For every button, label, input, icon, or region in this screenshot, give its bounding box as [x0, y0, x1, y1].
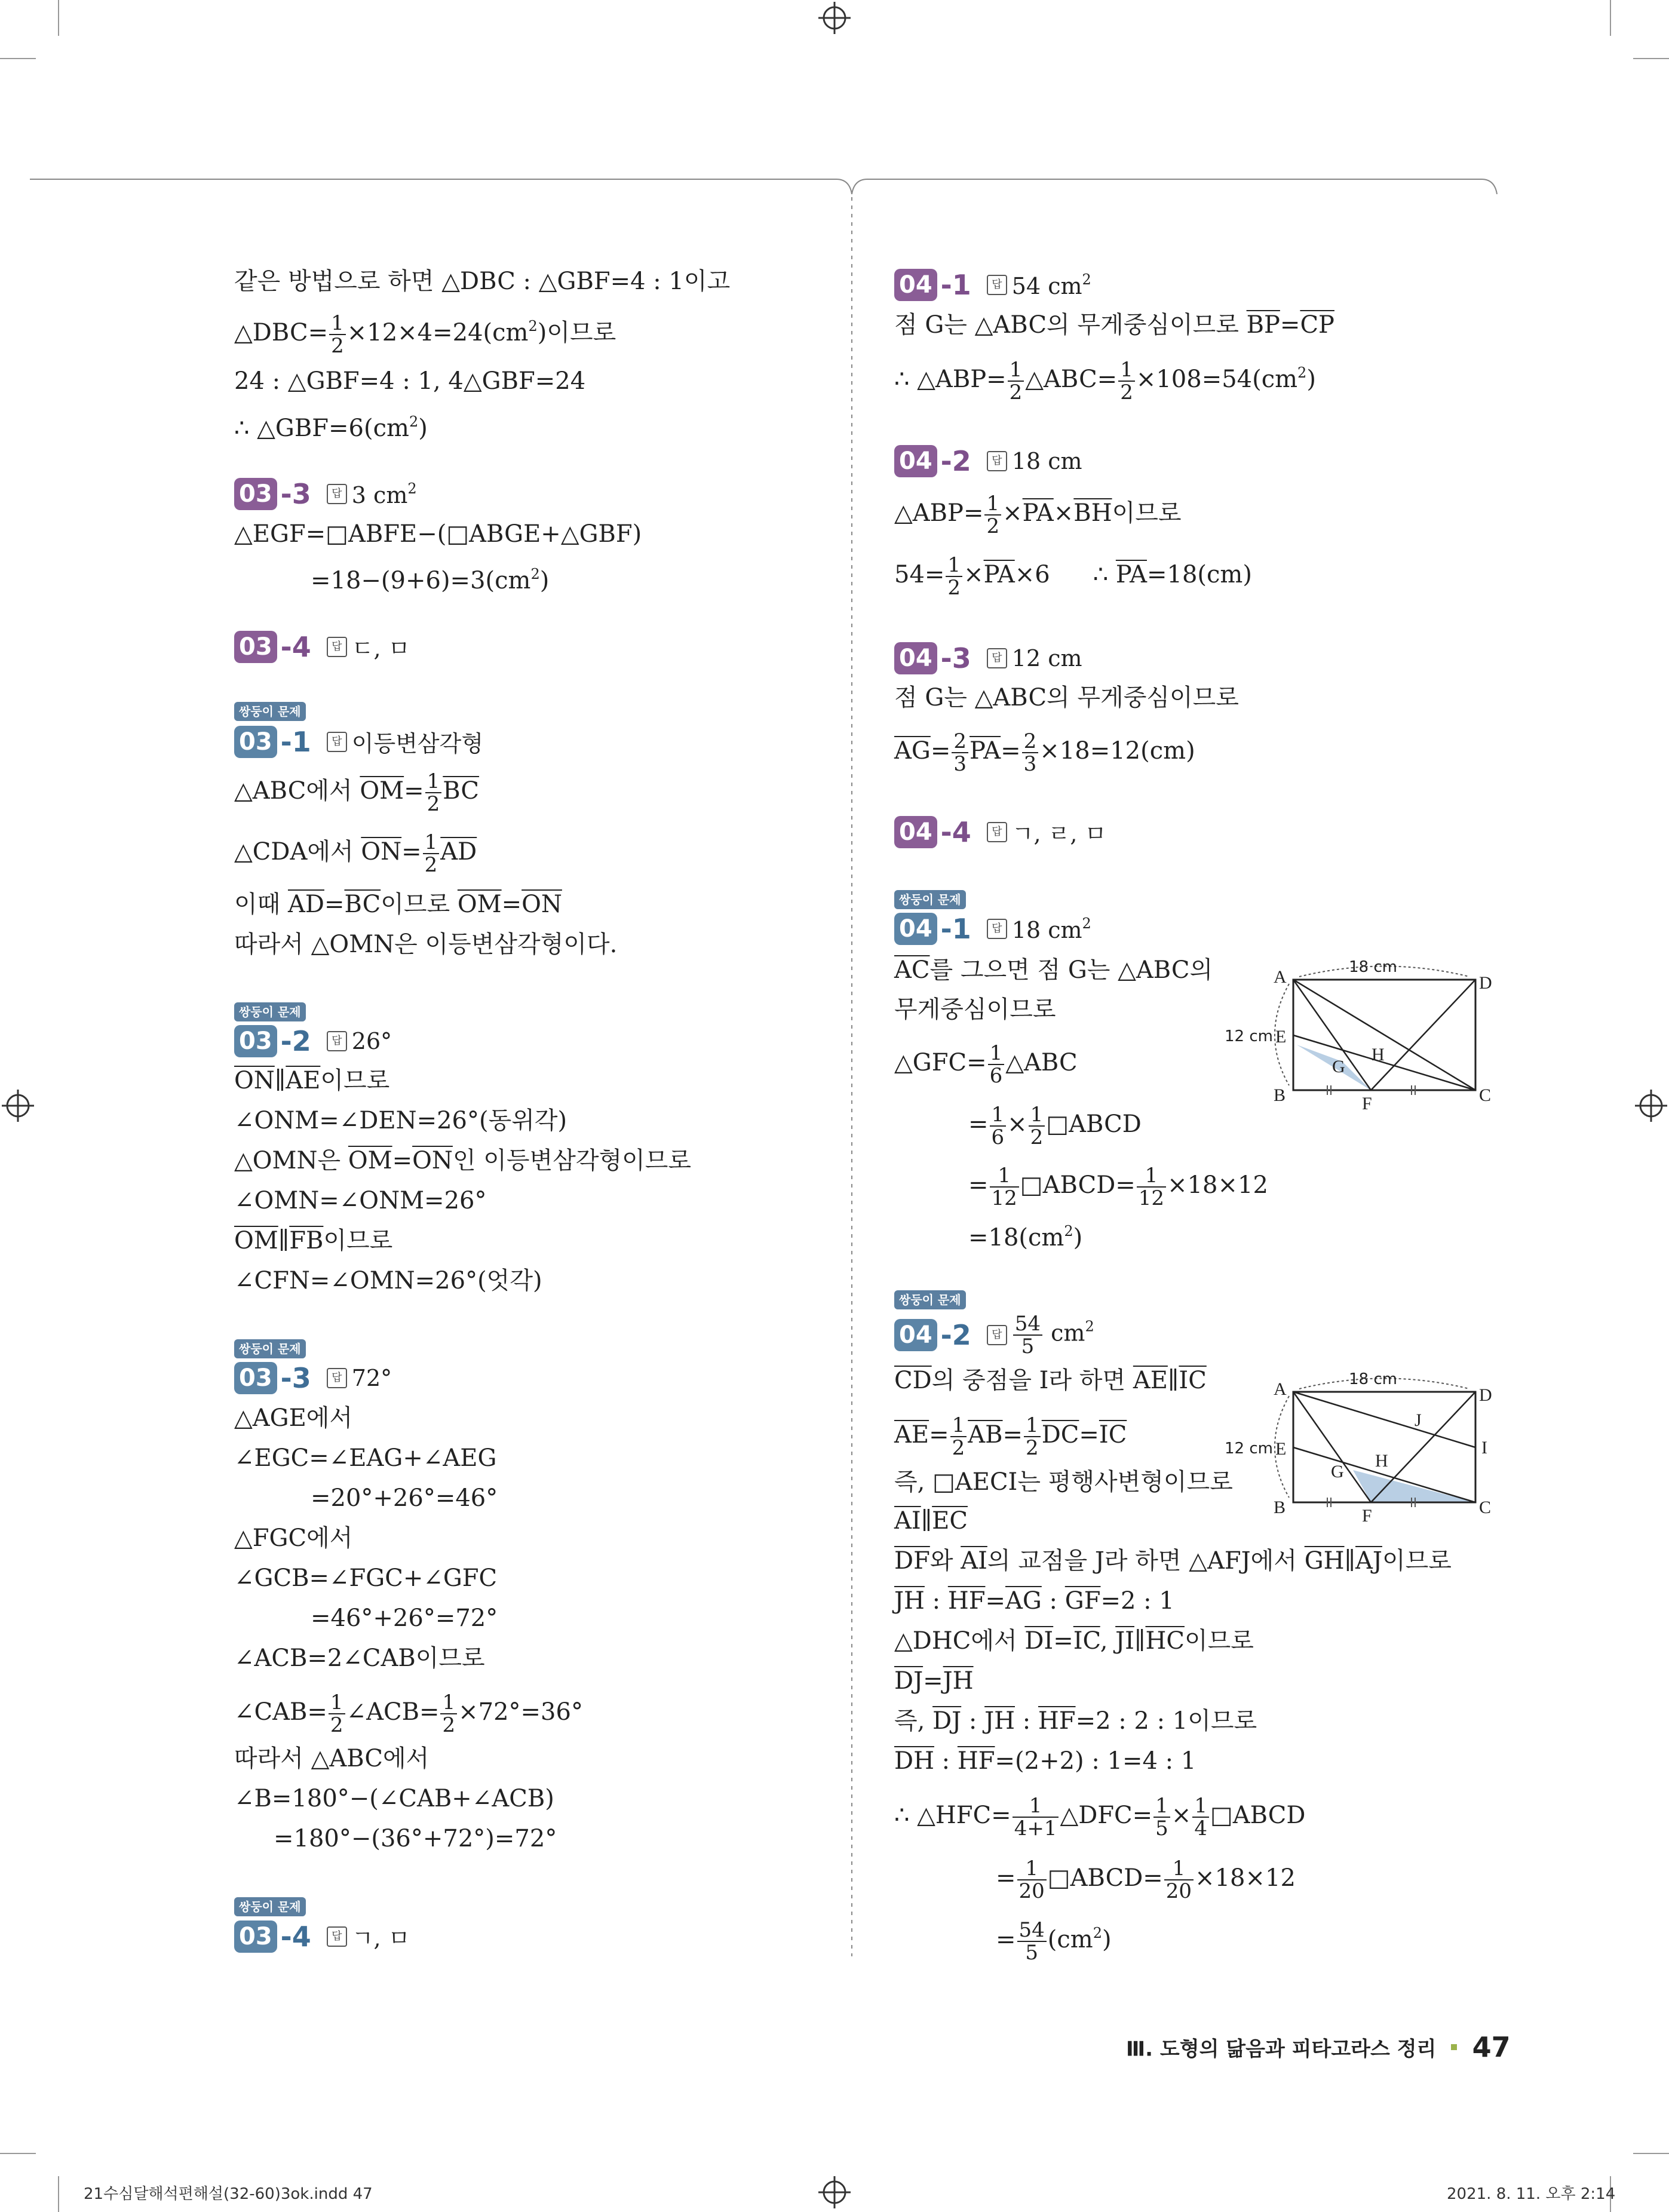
problem-number: -1 — [280, 725, 311, 758]
solution-line: △CDA에서 $\overline{ON}=$ $\frac{1}{2}$ $\overline{AD}$ — [234, 830, 477, 877]
solution-line: $\overline{AI}\parallel\overline{EC}$ — [894, 1507, 968, 1535]
solution-line: △ABC에서 $\overline{OM}=$ $\frac{1}{2}$ $\overline{BC}$ — [234, 769, 480, 816]
solution-line: △OMN은 $\overline{OM}=\overline{ON}$인 이등변삼각형이므로 — [234, 1147, 692, 1174]
answer: $\frac{54}{5}$ $cm^2$ — [1012, 1313, 1094, 1357]
solution-line: $\overline{DF}$와 $\overline{AI}$의 교점을 J라 하면 △AFJ에서 $\overline{GH}\parallel\overline{AJ}$이므로 — [894, 1547, 1452, 1575]
answer: ㄱ, ㅁ — [351, 1925, 410, 1952]
solution-line: △EGF=□ABFE−(□ABGE+△GBF) — [234, 520, 642, 548]
label-side-length: 12 cm — [1225, 1440, 1273, 1458]
solution-line: ∠OMN=∠ONM=26° — [234, 1187, 487, 1214]
solution-line: $\overline{AG}=$ $\frac{2}{3}$ $\overline{PA}=$ $\frac{2}{3}$ ×18=12(cm) — [894, 729, 1195, 776]
registration-mark-left — [2, 1090, 34, 1122]
problem-number: -3 — [280, 478, 311, 510]
segment-ai — [1293, 1392, 1475, 1447]
answer-icon: 답 — [327, 1368, 347, 1388]
segment-ac — [1293, 980, 1475, 1090]
solution-line: =20°+26°=46° — [311, 1484, 498, 1512]
problem-badge: 03 — [234, 478, 277, 510]
label-E: E — [1275, 1439, 1287, 1459]
registration-mark-top — [818, 2, 851, 34]
solution-line: =180°−(36°+72°)=72° — [274, 1825, 557, 1852]
solution-line: 즉, □AECI는 평행사변형이므로 — [894, 1468, 1233, 1496]
answer-icon: 답 — [987, 275, 1007, 295]
problem-badge: 04 — [894, 445, 937, 477]
answer-icon: 답 — [987, 451, 1007, 471]
problem-number: -3 — [280, 1362, 311, 1394]
solution-line: 따라서 △ABC에서 — [234, 1745, 429, 1772]
solution-line: △DBC= $\frac{1}{2}$ $\times 12\times 4=24(cm^2)$이므로 — [234, 311, 616, 358]
label-J: J — [1415, 1410, 1422, 1430]
solution-line: $\overline{DJ}=\overline{JH}$ — [894, 1667, 974, 1695]
problem-header-03-3 — [234, 478, 417, 511]
label-side-length: 12 cm — [1225, 1027, 1273, 1045]
problem-number: -4 — [940, 815, 971, 848]
segment-df — [1371, 1392, 1475, 1502]
problem-header-03-4 — [234, 630, 410, 664]
label-C: C — [1479, 1498, 1492, 1517]
solution-line: △GFC= $\frac{1}{6}$ △ABC — [894, 1041, 1078, 1088]
solution-line: 무게중심이므로 — [894, 996, 1056, 1023]
solution-line: = $\frac{1}{12}$ □ABCD= $\frac{1}{12}$ ×18×12 — [968, 1164, 1268, 1210]
figure-rectangle-abcd-2 — [1219, 1365, 1492, 1526]
segment-df — [1371, 980, 1475, 1090]
solution-line: 같은 방법으로 하면 △DBC : △GBF=4 : 1이고 — [234, 268, 731, 295]
solution-line: △FGC에서 — [234, 1524, 353, 1552]
problem-badge: 03 — [234, 1920, 277, 1953]
answer: ㄷ, ㅁ — [351, 636, 410, 662]
label-top-length: 18 cm — [1349, 1370, 1397, 1388]
problem-header-04-3 — [894, 642, 1082, 676]
label-H: H — [1375, 1451, 1388, 1471]
solution-line: $=18-(9+6)=3(cm^2)$ — [311, 566, 550, 594]
problem-number: -2 — [940, 445, 971, 477]
solution-line: = $\frac{54}{5}$ $(cm^2)$ — [996, 1918, 1112, 1965]
problem-number: -1 — [940, 269, 971, 301]
label-I: I — [1481, 1438, 1487, 1458]
answer-icon: 답 — [327, 484, 347, 504]
problem-number: -3 — [940, 642, 971, 674]
problem-badge: 04 — [894, 642, 937, 674]
print-date-info: 2021. 8. 11. 오후 2:14 — [1447, 2185, 1616, 2203]
label-E: E — [1275, 1027, 1287, 1047]
label-F: F — [1362, 1094, 1372, 1113]
problem-badge: 03 — [234, 1025, 277, 1057]
solution-line: ∴ △HFC= $\frac{1}{4+1}$ △DFC= $\frac{1}{5}$ × $\frac{1}{4}$ □ABCD — [894, 1794, 1306, 1840]
label-H: H — [1372, 1045, 1385, 1064]
answer: 18 cm — [1011, 448, 1082, 474]
solution-line: ∠GCB=∠FGC+∠GFC — [234, 1564, 498, 1592]
solution-line: △ABP= $\frac{1}{2}$ $\times\overline{PA}\times\overline{BH}$이므로 — [894, 492, 1182, 538]
label-D: D — [1479, 973, 1492, 993]
problem-header-04-1 — [894, 269, 1091, 302]
problem-badge: 03 — [234, 631, 277, 663]
footer-square-icon — [1451, 2044, 1457, 2050]
solution-line: $\overline{ON}\parallel\overline{AE}$이므로 — [234, 1067, 390, 1094]
problem-badge: 04 — [894, 816, 937, 848]
label-top-length: 18 cm — [1349, 958, 1397, 976]
problem-badge: 04 — [894, 269, 937, 301]
solution-line: $\overline{OM}\parallel\overline{FB}$이므로 — [234, 1227, 393, 1254]
problem-header-twin-04-2 — [894, 1312, 1094, 1358]
solution-line: = $\frac{1}{20}$ □ABCD= $\frac{1}{20}$ ×18×12 — [996, 1857, 1296, 1903]
solution-line: ∠EGC=∠EAG+∠AEG — [234, 1444, 497, 1472]
problem-header-twin-03-2 — [234, 1025, 392, 1059]
problem-badge: 03 — [234, 726, 277, 758]
chapter-title: Ⅲ. 도형의 닮음과 피타고라스 정리 — [1126, 2037, 1437, 2061]
solution-line: $\overline{JH}$ : $\overline{HF}=\overline{AG}$ : $\overline{GF}=2$ : 1 — [894, 1587, 1174, 1615]
problem-badge: 04 — [894, 913, 937, 945]
solution-line: 점 G는 △ABC의 무게중심이므로 — [894, 684, 1239, 711]
answer-icon: 답 — [987, 1325, 1007, 1345]
answer: 54 $cm^2$ — [1011, 271, 1091, 299]
problem-badge: 04 — [894, 1319, 937, 1351]
problem-number: -4 — [280, 1920, 311, 1953]
problem-badge: 03 — [234, 1362, 277, 1394]
registration-mark-bottom — [818, 2176, 851, 2208]
answer: 72° — [351, 1365, 392, 1391]
solution-line: $\overline{CD}$의 중점을 I라 하면 $\overline{AE}\parallel\overline{IC}$ — [894, 1367, 1207, 1394]
page-number: 47 — [1472, 2031, 1511, 2063]
solution-line: =46°+26°=72° — [311, 1604, 498, 1632]
solution-line: △AGE에서 — [234, 1404, 353, 1432]
problem-header-twin-04-1 — [894, 913, 1091, 946]
problem-number: -4 — [280, 630, 311, 663]
answer: 3 $cm^2$ — [351, 480, 417, 508]
answer-icon: 답 — [327, 1926, 347, 1947]
solution-line: 즉, $\overline{DJ}$ : $\overline{JH}$ : $\overline{HF}=2$ : 2 : 1이므로 — [894, 1707, 1257, 1735]
answer-icon: 답 — [327, 732, 347, 752]
problem-header-twin-03-1 — [234, 725, 483, 759]
answer: 26° — [351, 1028, 392, 1054]
solution-line: ∠ONM=∠DEN=26°(동위각) — [234, 1107, 567, 1134]
problem-number: -2 — [940, 1319, 971, 1351]
solution-line: ∴ △ABP= $\frac{1}{2}$ △ABC= $\frac{1}{2}$ $\times 108=54(cm^2)$ — [894, 358, 1316, 404]
solution-line: 따라서 △OMN은 이등변삼각형이다. — [234, 931, 618, 958]
problem-header-twin-03-3 — [234, 1362, 392, 1395]
label-A: A — [1274, 967, 1287, 987]
solution-line: 점 G는 △ABC의 무게중심이므로 $\overline{BP}=\overline{CP}$ — [894, 311, 1334, 339]
solution-line: △DHC에서 $\overline{DI}=\overline{IC}$, $\overline{JI}\parallel\overline{HC}$이므로 — [894, 1627, 1254, 1655]
label-A: A — [1274, 1379, 1287, 1399]
answer-icon: 답 — [327, 1031, 347, 1051]
print-file-info: 21수심달해석편해설(32-60)3ok.indd 47 — [84, 2185, 373, 2203]
top-tab-border — [30, 179, 1497, 194]
solution-line: = $\frac{1}{6}$ × $\frac{1}{2}$ □ABCD — [968, 1103, 1142, 1149]
twin-problem-tag: 쌍둥이 문제 — [894, 890, 966, 909]
label-G: G — [1331, 1462, 1344, 1481]
solution-line: $\overline{AC}$를 그으면 점 G는 △ABC의 — [894, 956, 1213, 984]
solution-line: ∠B=180°−(∠CAB+∠ACB) — [234, 1785, 554, 1812]
label-D: D — [1479, 1385, 1492, 1405]
solution-line: ∠CAB= $\frac{1}{2}$ ∠ACB= $\frac{1}{2}$ ×72°=36° — [234, 1691, 583, 1737]
twin-problem-tag: 쌍둥이 문제 — [234, 1897, 306, 1916]
solution-line: 54= $\frac{1}{2}$ $\times\overline{PA}\times 6$ ∴ $\overline{PA}=18(cm)$ — [894, 553, 1252, 600]
label-B: B — [1274, 1085, 1286, 1105]
label-B: B — [1274, 1498, 1286, 1517]
segment-af — [1293, 1392, 1371, 1502]
twin-problem-tag: 쌍둥이 문제 — [234, 1339, 306, 1358]
solution-line: $\overline{AE}=$ $\frac{1}{2}$ $\overline{AB}=$ $\frac{1}{2}$ $\overline{DC}=\overline{IC}$ — [894, 1413, 1127, 1460]
registration-mark-right — [1635, 1090, 1667, 1122]
answer: 이등변삼각형 — [351, 731, 484, 757]
twin-problem-tag: 쌍둥이 문제 — [894, 1290, 966, 1309]
answer-icon: 답 — [987, 919, 1007, 939]
solution-line: 이때 $\overline{AD}=\overline{BC}$이므로 $\overline{OM}=\overline{ON}$ — [234, 891, 562, 918]
answer-icon: 답 — [327, 637, 347, 657]
problem-header-04-2 — [894, 445, 1082, 478]
label-F: F — [1362, 1506, 1372, 1526]
answer-icon: 답 — [987, 648, 1007, 668]
problem-number: -2 — [280, 1025, 311, 1057]
solution-line: ∠CFN=∠OMN=26°(엇각) — [234, 1267, 542, 1294]
label-G: G — [1332, 1057, 1345, 1076]
answer: 12 cm — [1011, 645, 1082, 671]
answer: 18 $cm^2$ — [1011, 915, 1091, 943]
solution-line: $=18(cm^2)$ — [968, 1223, 1083, 1251]
solution-line: ∠ACB=2∠CAB이므로 — [234, 1645, 485, 1672]
solution-line: 24 : △GBF=4 : 1, 4△GBF=24 — [234, 367, 586, 395]
twin-problem-tag: 쌍둥이 문제 — [234, 702, 306, 721]
problem-header-04-4 — [894, 815, 1106, 849]
label-C: C — [1479, 1085, 1492, 1105]
problem-number: -1 — [940, 913, 971, 945]
solution-line: $\overline{DH}$ : $\overline{HF}=(2+2)$ : 1=4 : 1 — [894, 1747, 1196, 1775]
answer-icon: 답 — [987, 822, 1007, 842]
twin-problem-tag: 쌍둥이 문제 — [234, 1002, 306, 1021]
page-footer — [1126, 2031, 1511, 2063]
solution-line: ∴ $\triangle GBF=6(cm^2)$ — [234, 413, 428, 442]
figure-rectangle-abcd-1 — [1219, 953, 1492, 1113]
problem-header-twin-03-4 — [234, 1920, 410, 1953]
answer: ㄱ, ㄹ, ㅁ — [1011, 821, 1107, 847]
